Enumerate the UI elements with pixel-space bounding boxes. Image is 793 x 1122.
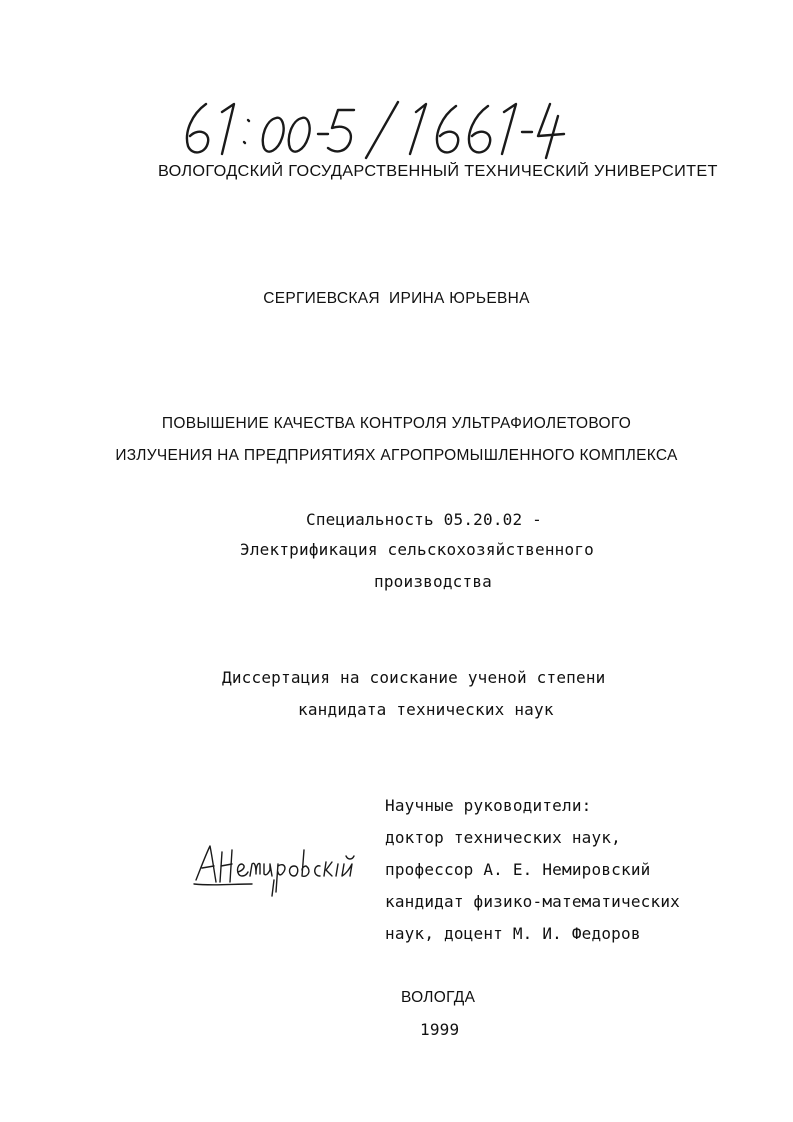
- university-name: ВОЛОГОДСКИЙ ГОСУДАРСТВЕННЫЙ ТЕХНИЧЕСКИЙ УНИВЕРСИТЕТ: [158, 163, 718, 180]
- supervisors-heading: Научные руководители:: [385, 796, 592, 815]
- specialty-line-3: производства: [374, 572, 492, 591]
- supervisor-line-4: наук, доцент М. И. Федоров: [385, 924, 641, 943]
- title-line-1: ПОВЫШЕНИЕ КАЧЕСТВА КОНТРОЛЯ УЛЬТРАФИОЛЕТОВОГО: [161, 415, 632, 432]
- author-name: СЕРГИЕВСКАЯ ИРИНА ЮРЬЕВНА: [263, 290, 530, 307]
- handwritten-signature: [192, 840, 364, 902]
- specialty-line-2: Электрификация сельскохозяйственного: [240, 540, 594, 559]
- year: 1999: [420, 1020, 460, 1039]
- specialty-line-1: Специальность 05.20.02 -: [306, 510, 542, 529]
- supervisor-line-2: профессор А. Е. Немировский: [385, 860, 651, 879]
- degree-line-2: кандидата технических наук: [298, 700, 554, 719]
- degree-line-1: Диссертация на соискание ученой степени: [222, 668, 606, 687]
- city: ВОЛОГДА: [401, 989, 476, 1006]
- supervisor-line-3: кандидат физико-математических: [385, 892, 680, 911]
- title-line-2: ИЗЛУЧЕНИЯ НА ПРЕДПРИЯТИЯХ АГРОПРОМЫШЛЕННОГО КОМПЛЕКСА: [115, 447, 678, 464]
- handwritten-archive-code: [178, 98, 568, 160]
- supervisor-line-1: доктор технических наук,: [385, 828, 621, 847]
